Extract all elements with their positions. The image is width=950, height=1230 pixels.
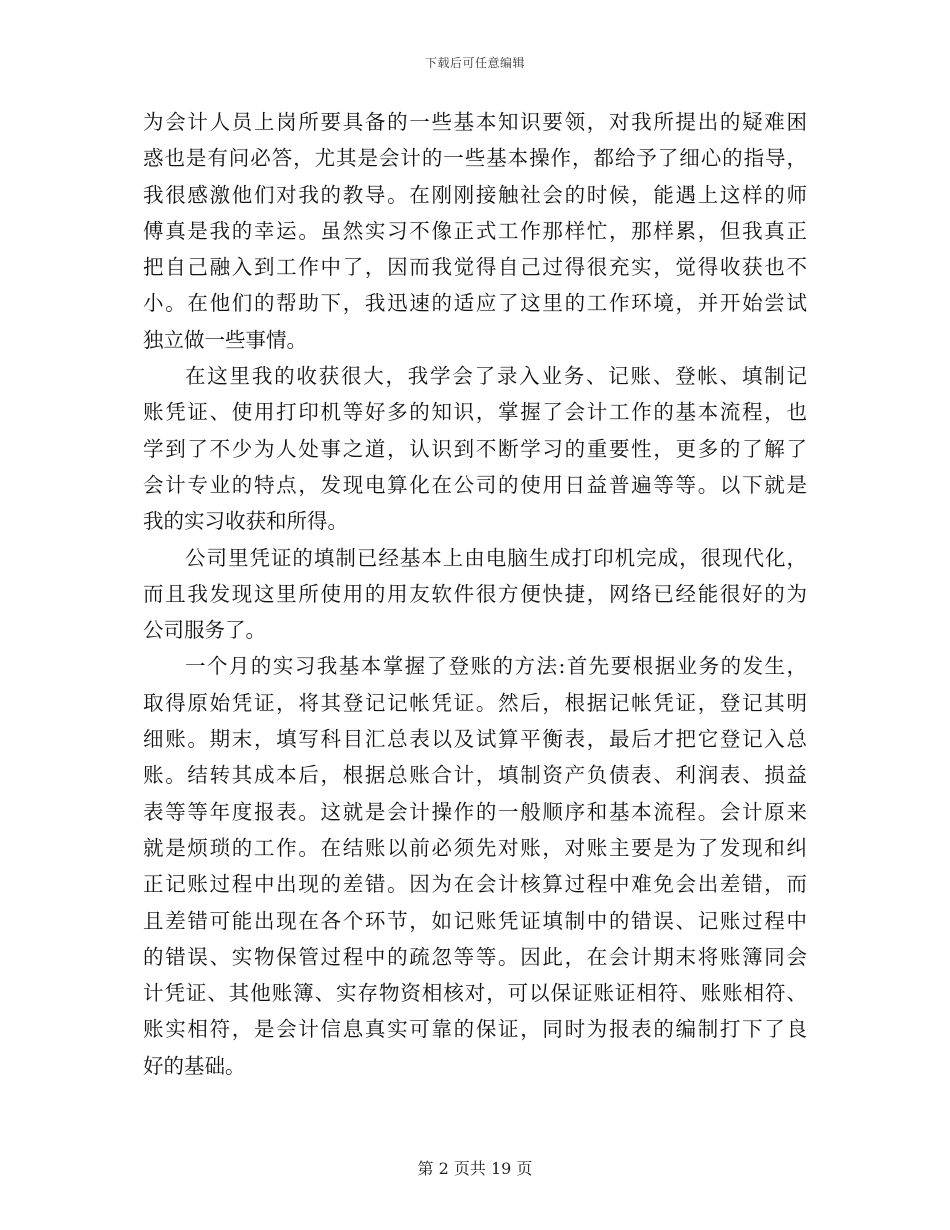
text-line: 计凭证、其他账簿、实存物资相核对，可以保证账证相符、账账相符、 (143, 981, 807, 1006)
text-line: 就是烦琐的工作。在结账以前必须先对账，对账主要是为了发现和纠 (143, 835, 807, 860)
text-line: 公司服务了。 (143, 618, 266, 643)
text-line: 的错误、实物保管过程中的疏忽等等。因此，在会计期末将账簿同会 (143, 944, 807, 969)
text-line: 账实相符，是会计信息真实可靠的保证，同时为报表的编制打下了良 (143, 1017, 807, 1042)
paragraph (143, 540, 807, 649)
text-line: 我很感激他们对我的教导。在刚刚接触社会的时候，能遇上这样的师 (143, 182, 807, 207)
text-line: 傅真是我的幸运。虽然实习不像正式工作那样忙，那样累，但我真正 (143, 218, 807, 243)
text-line: 一个月的实习我基本掌握了登账的方法:首先要根据业务的发生， (185, 654, 807, 679)
text-line: 会计专业的特点，发现电算化在公司的使用日益普遍等等。以下就是 (143, 472, 807, 497)
text-line: 且差错可能出现在各个环节，如记账凭证填制中的错误、记账过程中 (143, 908, 807, 933)
paragraph (143, 104, 807, 358)
text-line: 账。结转其成本后，根据总账合计，填制资产负债表、利润表、损益 (143, 763, 807, 788)
paragraph (143, 358, 807, 539)
text-line: 在这里我的收获很大，我学会了录入业务、记账、登帐、填制记 (185, 364, 807, 389)
document-body (143, 104, 807, 1084)
text-line: 我的实习收获和所得。 (143, 509, 348, 534)
text-line: 独立做一些事情。 (143, 327, 307, 352)
text-line: 好的基础。 (143, 1053, 246, 1078)
text-line: 公司里凭证的填制已经基本上由电脑生成打印机完成，很现代化， (185, 545, 807, 570)
text-line: 惑也是有问必答，尤其是会计的一些基本操作，都给予了细心的指导， (143, 146, 807, 171)
page-header: 下载后可任意编辑 (424, 56, 525, 70)
text-line: 学到了不少为人处事之道，认识到不断学习的重要性，更多的了解了 (143, 436, 807, 461)
text-line: 为会计人员上岗所要具备的一些基本知识要领，对我所提出的疑难困 (143, 110, 807, 134)
page-number: 第 2 页共 19 页 (417, 1159, 533, 1178)
text-line: 而且我发现这里所使用的用友软件很方便快捷，网络已经能很好的为 (143, 581, 807, 606)
text-line: 账凭证、使用打印机等好多的知识，掌握了会计工作的基本流程，也 (143, 400, 807, 425)
paragraph (143, 648, 807, 1084)
text-line: 取得原始凭证，将其登记记帐凭证。然后，根据记帐凭证，登记其明 (143, 690, 807, 715)
text-line: 正记账过程中出现的差错。因为在会计核算过程中难免会出差错，而 (143, 872, 807, 897)
text-line: 表等等年度报表。这就是会计操作的一般顺序和基本流程。会计原来 (143, 799, 807, 824)
text-line: 小。在他们的帮助下，我迅速的适应了这里的工作环境，并开始尝试 (143, 291, 807, 316)
text-line: 把自己融入到工作中了，因而我觉得自己过得很充实，觉得收获也不 (143, 255, 807, 280)
text-line: 细账。期末，填写科目汇总表以及试算平衡表，最后才把它登记入总 (143, 727, 807, 752)
